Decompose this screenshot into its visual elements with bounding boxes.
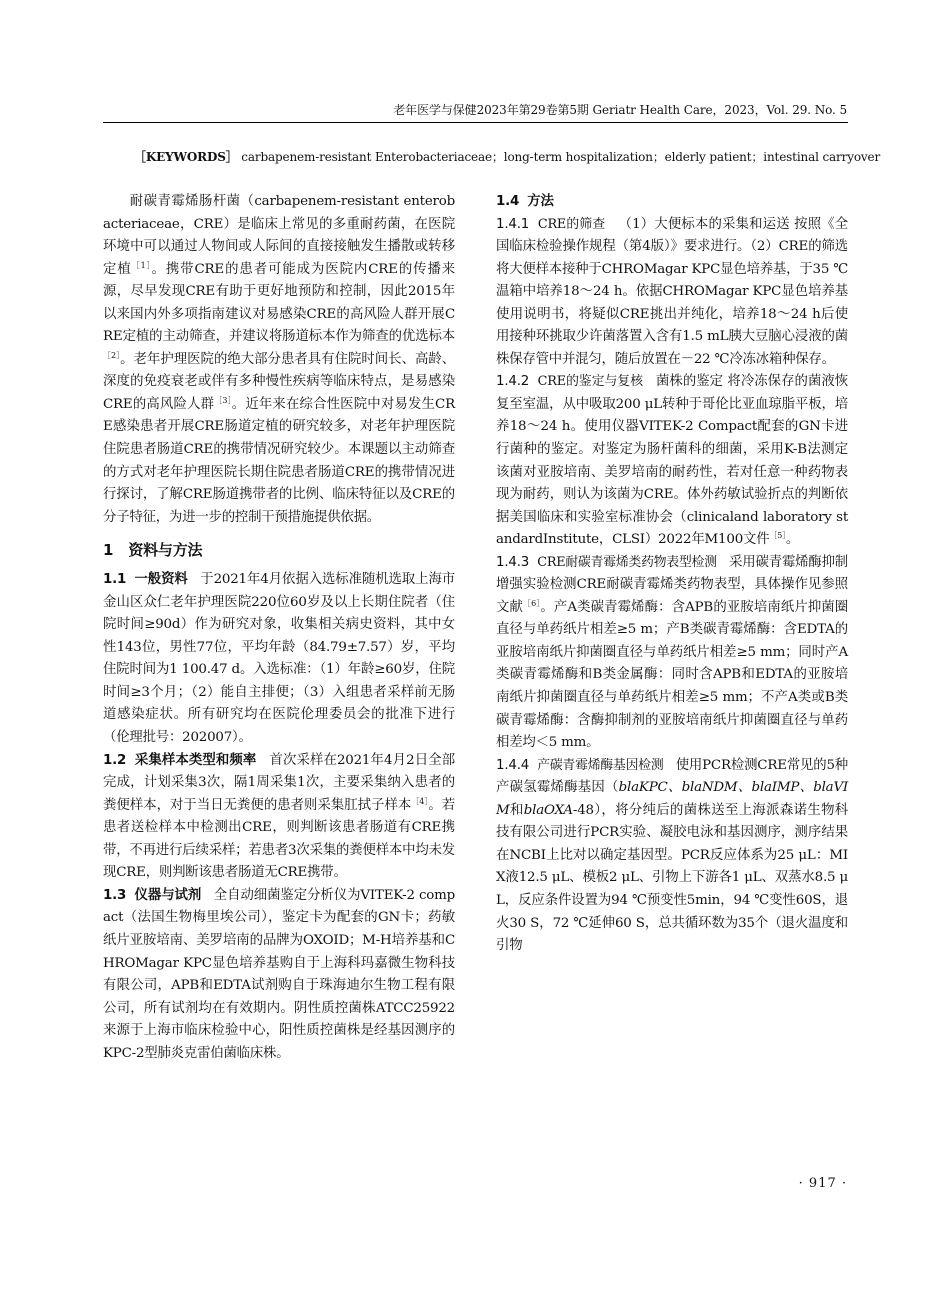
subsection-text: 于2021年4月依据入选标准随机选取上海市金山区众仁老年护理医院220位60岁及以上长期住院者（住院时间≥90d）作为研究对象，收集相关病史资料，其中女性143位，男性77位，平均年龄（84.79±7.57）岁，平均住院时间为1 100.47 d。入选标准：（1）年龄≥60岁，住院时间≥3个月；（2）能自主排便；（3）入组患者采样前无肠道感染症状。所有研究均在医院伦理委员会的批准下进行（伦理批号：202007）。 [103, 572, 455, 746]
section-title: 资料与方法 [128, 541, 203, 560]
subsection-title: 采集样本类型和频率 [134, 752, 257, 768]
subsection-title: 方法 [527, 194, 554, 209]
section-1-4-1 [496, 214, 848, 372]
intro-paragraph [103, 191, 455, 529]
section-number: 1 [103, 541, 114, 560]
section-1-heading [103, 537, 455, 563]
ref-3[interactable]: ［3］ [214, 395, 232, 405]
subsection-number: 1.4 [496, 194, 520, 209]
subsubsection-number: 1.4.1 [496, 216, 530, 232]
section-1-4-3 [496, 552, 848, 755]
subsection-text-2: 。若患者送检样本中检测出CRE，则判断该患者肠道有CRE携带，不再进行后续采样；若患者3次采集的粪便样本中均未发现CRE，则判断该患者肠道无CRE携带。 [103, 797, 455, 881]
page-number: · 917 · [798, 1176, 847, 1191]
header-rule [103, 122, 848, 123]
subsubsection-title: 产碳青霉烯酶基因检测 [537, 757, 664, 773]
subsection-text: 全自动细菌鉴定分析仪为VITEK-2 compact（法国生物梅里埃公司），鉴定卡为配套的GN卡；药敏纸片亚胺培南、美罗培南的品牌为OXOID；M-H培养基和CHROMagar KPC显色培养基购自于上海科玛嘉微生物科技有限公司，APB和EDTA试剂购自于珠海迪尔生物工程有限公司，所有试剂均在有效期内。阴性质控菌株ATCC25922来源于上海市临床检验中心，阳性质控菌株是经基因测序的KPC-2型肺炎克雷伯菌临床株。 [103, 887, 455, 1061]
subsection-number: 1.3 [103, 887, 127, 903]
ref-6[interactable]: ［6］ [523, 598, 541, 608]
section-1-2 [103, 750, 455, 885]
subsubsection-title: CRE的筛查 [537, 216, 606, 232]
gene-name-oxa: blaOXA [523, 802, 573, 818]
conjunction: 和 [509, 802, 524, 818]
left-column [103, 191, 455, 1065]
section-1-3 [103, 885, 455, 1065]
subsubsection-title: CRE耐碳青霉烯类药物表型检测 [537, 554, 717, 570]
subsubsection-text: （1）大便标本的采集和运送 按照《全国临床检验操作规程（第4版）》要求进行。（2）CRE的筛选 将大便样本接种于CHROMagar KPC显色培养基，于35 ℃温箱中培养18～24 h。依据CHROMagar KPC显色培养基使用说明书，将疑似CRE挑出并纯化，培养18～24 h后使用接种环挑取少许菌落置入含有1.5 mL胰大豆脑心浸液的菌株保存管中并混匀，随后放置在－22 ℃冷冻冰箱种保存。 [496, 216, 848, 367]
subsubsection-text: 采用碳青霉烯酶抑制增强实验检测CRE耐碳青霉烯类药物表型，具体操作见参照文献 [496, 554, 848, 615]
ref-5[interactable]: ［5］ [769, 531, 786, 541]
subsection-text: 首次采样在2021年4月2日全部完成，计划采集3次，隔1周采集1次，主要采集纳入患者的粪便样本，对于当日无粪便的患者则采集肛拭子样本 [103, 752, 455, 813]
subsubsection-number: 1.4.4 [496, 757, 530, 773]
intro-text-4: 。近年来在综合性医院中对易发生CRE感染患者开展CRE肠道定植的研究较多，对老年护理医院住院患者肠道CRE的携带情况研究较少。本课题以主动筛查的方式对老年护理医院长期住院患者肠道CRE的携带情况进行探讨，了解CRE肠道携带者的比例、临床特征以及CRE的分子特征，为进一步的控制干预措施提供依据。 [103, 396, 455, 525]
subsubsection-title: CRE的鉴定与复核 [537, 374, 644, 390]
ref-4[interactable]: ［4］ [411, 796, 429, 806]
section-1-4-4 [496, 755, 848, 958]
keywords-label: ［KEYWORDS］ [134, 150, 238, 164]
subsubsection-number: 1.4.2 [496, 374, 530, 390]
section-1-4-2 [496, 371, 848, 551]
intro-text-3: 。老年护理医院的绝大部分患者具有住院时间长、高龄、深度的免疫衰老或伴有多种慢性疾病等临床特点，是易感染CRE的高风险人群 [103, 351, 456, 412]
keywords [134, 148, 880, 165]
section-1-4 [496, 191, 848, 214]
ref-2[interactable]: ［2］ [103, 350, 121, 360]
subsubsection-text: 使用PCR检测CRE常见的5种产碳氢霉烯酶基因（ [496, 757, 848, 796]
intro-text-1: 耐碳青霉烯肠杆菌（carbapenem-resistant enterobacteriaceae，CRE）是临床上常见的多重耐药菌，在医院环境中可以通过人物间或人际间的直接接触发生播散或转移定植 [103, 194, 455, 277]
subsection-title: 一般资料 [134, 572, 188, 588]
subsubsection-text-2: 。产A类碳青霉烯酶：含APB的亚胺培南纸片抑菌圈直径与单药纸片相差≥5 m；产B类碳青霉烯酶：含EDTA的亚胺培南纸片抑菌圈直径与单药纸片相差≥5 mm；同时产A类碳青霉烯酶和B类金属酶：同时含APB和EDTA的亚胺培南纸片抑菌圈直径与单药纸片相差≥5 mm；不产A类或B类碳青霉烯酶：含酶抑制剂的亚胺培南纸片抑菌圈直径与单药相差均＜5 mm。 [496, 599, 848, 751]
subsubsection-number: 1.4.3 [496, 554, 530, 570]
running-head: 老年医学与保健2023年第29卷第5期 Geriatr Health Care，2023，Vol. 29. No. 5 [393, 103, 847, 117]
subsection-title: 仪器与试剂 [134, 887, 202, 903]
keywords-text: carbapenem-resistant Enterobacteriaceae；long-term hospitalization；elderly patient；intestinal carryover [241, 150, 881, 164]
subsection-number: 1.2 [103, 752, 127, 768]
subsubsection-text: 菌株的鉴定 将冷冻保存的菌液恢复至室温，从中吸取200 μL转种于哥伦比亚血琼脂平板，培养18～24 h。使用仪器VITEK-2 Compact配套的GN卡进行菌种的鉴定。对鉴定为肠杆菌科的细菌，采用K-B法测定该菌对亚胺培南、美罗培南的耐药性，若对任意一种药物表现为耐药，则认为该菌为CRE。体外药敏试验折点的判断依据美国临床和实验室标准协会（clinicaland laboratory standardInstitute，CLSI）2022年M100文件 [496, 374, 848, 548]
gene-names: blaKPC、blaNDM、blaIMP、blaVIM [496, 780, 848, 818]
ref-1[interactable]: ［1］ [131, 260, 152, 270]
subsubsection-text-2: 。 [785, 532, 800, 548]
section-1-1 [103, 569, 455, 749]
intro-text-2: 。携带CRE的患者可能成为医院内CRE的传播来源，尽早发现CRE有助于更好地预防和控制，因此2015年以来国内外多项指南建议对易感染CRE的高风险人群开展CRE定植的主动筛查，并建议将肠道标本作为筛查的优选标本 [103, 261, 455, 345]
subsection-number: 1.1 [103, 572, 127, 588]
right-column [496, 191, 848, 958]
subsubsection-text-2: -48），将分纯后的菌株送至上海派森诺生物科技有限公司进行PCR实验、凝胶电泳和基因测序，测序结果在NCBI上比对以确定基因型。PCR反应体系为25 μL：MIX液12.5 μL、模板2 μL、引物上下游各1 μL、双蒸水8.5 μL，反应条件设置为94 ℃预变性5min，94 ℃变性60S，退火30 S，72 ℃延伸60 S，总共循环数为35个（退火温度和引物 [496, 802, 848, 954]
